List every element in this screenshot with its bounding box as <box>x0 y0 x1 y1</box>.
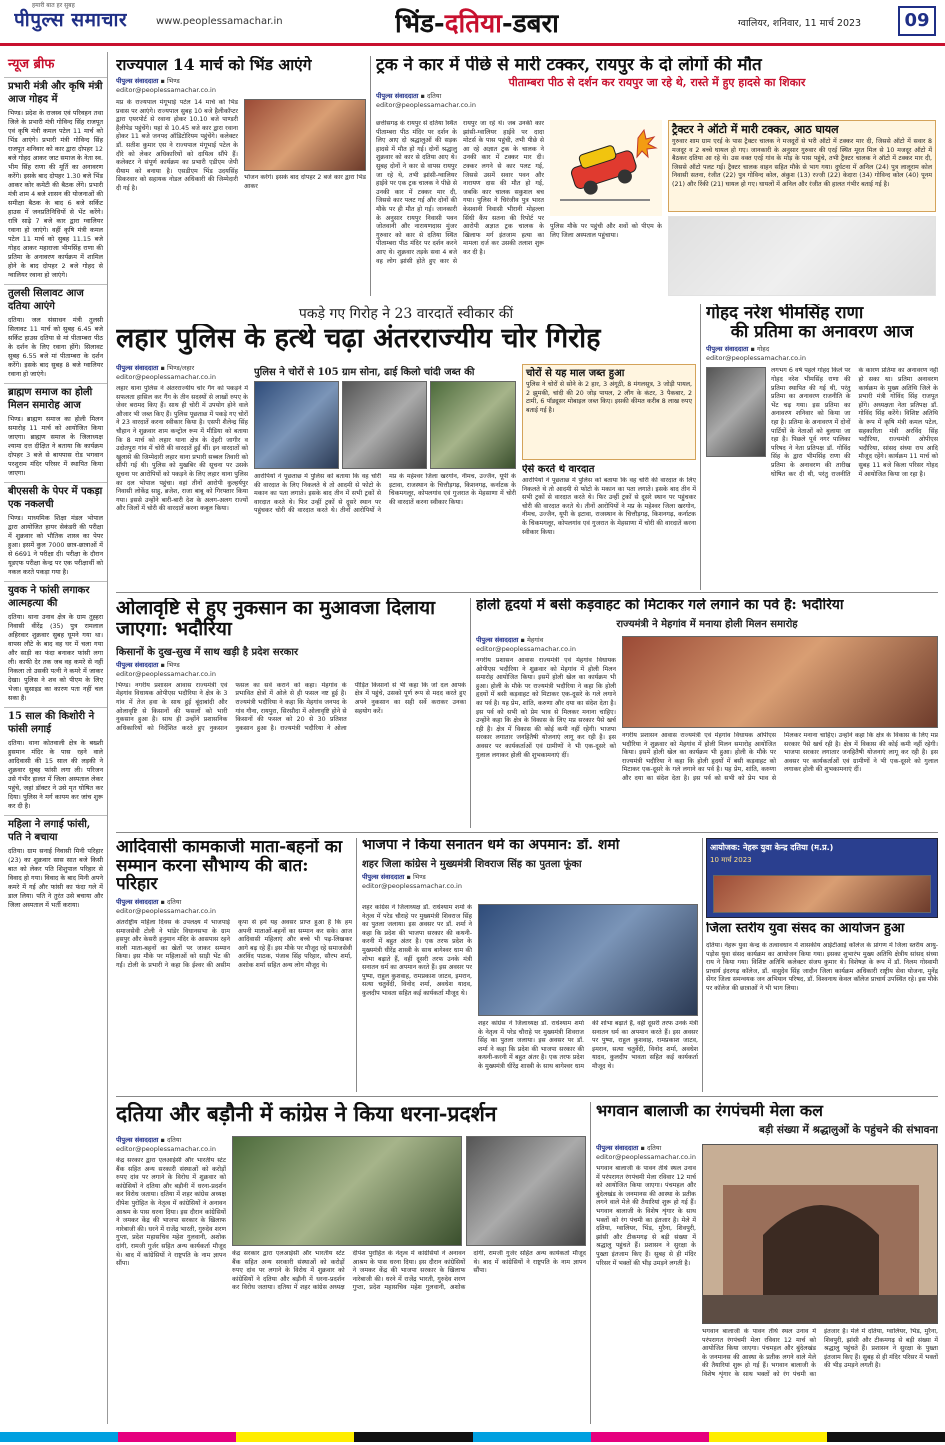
story-body: केंद्र सरकार द्वारा एलआईसी और भारतीय स्टेट बैंक सहित अन्य सरकारी संस्थाओं को करोड़ों रुपए दांव पर लगाने के विरोध में शुक्रवार को कांग्रेसियों ने दतिया और बड़ौनी में धरना-प्रदर्शन कर विरोध जताया। दतिया में शहर कांग्रेस अध्यक्ष दीपेश पुरोहित के नेतृत्व में कांग्रेसियों ने अनावन आश्रम के पास धरना दिया। इस दौरान कांग्रेसियों ने जमकर केंद्र की भाजपा सरकार के खिलाफ नारेबाजी की। धरने में राजेंद्र भारती, गुरुदेव शरण गुप्ता, प्रदेश महासचिव महेश गुलवानी, अशोक दांगी, रामजी गुर्जर सहित अन्य कार्यकर्ता मौजूद थे। बाद में कांग्रेसियों ने राष्ट्रपति के नाम ज्ञापन सौंपा। <box>116 1157 226 1268</box>
photo-temple <box>702 1144 938 1324</box>
brief-headline: तुलसी सिलावट आज दतिया आएंगे <box>4 284 107 315</box>
byline-reporter: पीपुल्स संवाददाता <box>596 1144 639 1152</box>
story-byline: पीपुल्स संवाददाता ▪ भिण्ड/लहार <box>116 364 195 372</box>
brief-headline: प्रभारी मंत्री और कृषि मंत्री आज गोहद में <box>4 77 107 108</box>
story-body: अंतर्राष्ट्रीय महिला दिवस के उपलक्ष्य में भाजपाई समाजसेवी टोली ने भांडेर विधानसभा के ग्राम हसपुर और केसरी हनुमान मंदिर के आसपास रहने वाली माता-बहनों का खेतों पर जाकर सम्मान किया। इस मौके पर महिलाओं को साड़ी भेंट की गईं। टोली के प्रभारी ने कहा कि ईश्वर की असीम कृपा से हमें यह अवसर प्राप्त हुआ है कि हम अपनी माताओं-बहनों का सम्मान कर सके। आज आदिवासी महिलाएं और बच्चे भी पढ़-लिखकर आगे बढ़ रहे हैं। इस मौके पर मौजूद रहे समाजसेवी अरविंद पाठक, पंजाब सिंह परिहार, सौरभ शर्मा, अशोक शर्मा सहित अन्य लोग मौजूद थे। <box>116 919 352 970</box>
story-headline: दतिया और बड़ौनी में कांग्रेस ने किया धरना-प्रदर्शन <box>116 1102 497 1126</box>
suspect-photo <box>342 381 427 469</box>
byline-place: दतिया <box>646 1144 662 1152</box>
story-body: शहर कांग्रेस ने जिलाध्यक्ष डॉ. राधेश्याम शर्मा के नेतृत्व में परेड चौराहे पर मुख्यमंत्री शिवराज सिंह का पुतला जलाया। इस अवसर पर डॉ. शर्मा ने कहा कि प्रदेश की भाजपा सरकार की कथनी-करनी में बहुत अंतर है। एक तरफ प्रदेश के मुख्यमंत्री धीरेंद्र शास्त्री के साथ बागेश्वर धाम की शोभा बढ़ाते हैं, वहीं दूसरी तरफ उनके मंत्री सनातन धर्म का अपमान करते हैं। इस अवसर पर पुष्पा, राहुल कुशवाह, रामप्रकाश जाटव, इमरान, सत्या चतुर्वेदी, विनोद शर्मा, अवधेश यादव, कुलदीप भावता सहित कई कार्यकर्ता मौजूद थे। <box>362 904 472 997</box>
story-email[interactable]: editor@peoplessamachar.co.in <box>116 907 216 916</box>
story-email[interactable]: editor@peoplessamachar.co.in <box>362 882 462 891</box>
story-holi <box>476 598 938 828</box>
story-gang <box>116 364 696 586</box>
crash-illustration <box>550 120 662 216</box>
story-bjp <box>362 838 698 1092</box>
story-byline: पीपुल्स संवाददाता ▪ मेहगांव <box>476 636 544 644</box>
story-body: दतिया। नेहरू युवा केन्द्र के तत्वावधान में शासकीय आईटीआई कॉलेज के प्रांगण में जिला स्तरीय आयु-पड़ोस युवा संसद कार्यक्रम का आयोजन किया गया। इसका शुभारंभ मुख्य अतिथि क्षेत्रीय सांसद संध्या राय ने किया गया। विशिष्ट अतिथि कलेक्टर संजय कुमार थे। विशेषज्ञ के रूप में डॉ. निलम गोस्वामी प्राचार्य इंदरगढ़ कॉलेज, डॉ. वासुदेव सिंह जादौन जिला कार्यक्रम अधिकारी राष्ट्रीय सेवा योजना, मुनेंद्र सेंगर जिला समन्वयक जन अभियान परिषद, डॉ. विश्वनाथ केवल कॉलेज प्राचार्य उपस्थित रहे। इस मौके पर कॉलेज की छात्राओं ने भी भाग लिया। <box>706 942 938 992</box>
box-headline: चोरों से यह माल जब्त हुआ <box>526 368 625 379</box>
gang-headline-wrap <box>116 324 696 360</box>
byline-reporter: पीपुल्स संवाददाता <box>362 873 405 882</box>
suspect-photo <box>254 381 339 469</box>
story-byline: पीपुल्स संवाददाता ▪ भिण्ड <box>116 77 180 86</box>
side-body: आरोपियों ने पूछताछ में पुलिस को बताया कि वह चोरी की वारदात के लिए निकलते थे तो आदमी से फोटो के मकान का पता लगाते। इसके बाद तीन में सभी ट्रकों से वारदात करते थे। फिर उन्हीं ट्रकों से दूसरे स्थान पर पहुंचकर चोरी की वारदात करते थे। तीनों आरोपियों ने मप्र के महेश्वर जिला खरगोन, नीमच, उज्जैन, यूपी के इटावा, राजस्थान के चित्तौड़गढ़, किशनगढ़, कर्नाटक के चिकमगलूर, कोपलगांव एवं गुजरात के मेहसाणा में चोरी की वारदातें करना स्वीकार किया। <box>522 477 696 536</box>
story-email[interactable]: editor@peoplessamachar.co.in <box>706 354 806 363</box>
story-body-wrap <box>116 99 366 279</box>
story-email[interactable]: editor@peoplessamachar.co.in <box>476 645 576 653</box>
column-divider <box>700 304 701 590</box>
story-truck <box>376 56 938 298</box>
background-panel <box>668 216 936 296</box>
temple-illustration <box>703 1145 938 1324</box>
row-divider <box>116 832 938 833</box>
story-email[interactable]: editor@peoplessamachar.co.in <box>116 669 216 678</box>
balaji-left <box>596 1144 696 1424</box>
column-divider <box>590 1102 591 1424</box>
byline-reporter: पीपुल्स संवाददाता <box>706 345 749 354</box>
photo-caption: पुलिस मौके पर पहुंची और शवों को पीएम के लिए जिला अस्पताल पहुंचाया। <box>550 223 662 239</box>
story-body-continued: शहर कांग्रेस ने जिलाध्यक्ष डॉ. राधेश्याम शर्मा के नेतृत्व में परेड चौराहे पर मुख्यमंत्री शिवराज सिंह का पुतला जलाया। इस अवसर पर डॉ. शर्मा ने कहा कि प्रदेश की भाजपा सरकार की कथनी-करनी में बहुत अंतर है। एक तरफ प्रदेश के मुख्यमंत्री धीरेंद्र शास्त्री के साथ बागेश्वर धाम की शोभा बढ़ाते हैं, वहीं दूसरी तरफ उनके मंत्री सनातन धर्म का अपमान करते हैं। इस अवसर पर पुष्पा, राहुल कुशवाह, रामप्रकाश जाटव, इमरान, सत्या चतुर्वेदी, विनोद शर्मा, अवधेश यादव, कुलदीप भावता सहित कई कार्यकर्ता मौजूद थे। <box>478 1020 698 1070</box>
story-subhead: किसानों के दुख-सुख में साथ खड़ी है प्रदेश सरकार <box>116 646 299 658</box>
section-title-part-b: दतिया <box>444 9 502 39</box>
illustration-block <box>550 120 662 296</box>
photo-youth-stage <box>706 838 938 918</box>
story-subhead: राज्यमंत्री ने मेहगांव में मनाया होली मिलन समारोह <box>616 619 798 631</box>
byline-reporter: पीपुल्स संवाददाता <box>476 636 519 644</box>
page-section-title <box>395 4 559 40</box>
byline-reporter: पीपुल्स संवाददाता <box>116 898 159 907</box>
story-body: छत्तीसगढ़ के रायपुर से दतिया स्थित पीताम्बरा पीठ मंदिर पर दर्शन के लिए आए दो श्रद्धालुओं की सड़क हादसे में मौत हो गई। दोनों श्रद्धालु शुक्रवार को कार से दतिया आए थे। सुबह दोनों ने कार से वापस रायपुर जा रहे थे, तभी झांसी-ग्वालियर हाईवे पर एक ट्रक चालक ने पीछे से उनकी कार में टक्कर मार दी, जिससे कार पलट गई और दोनों की मौके पर ही मौत हो गई। जानकारी के अनुसार रायपुर निवासी पवन जोतवानी और नारायणदास मुंजर गुरुवार को कार से दतिया स्थित पीताम्बरा पीठ मंदिर पर दर्शन करने आए थे। शुक्रवार तड़के सवा 4 बजे वह लोग झांसी होते हुए कार से रायपुर जा रहे थे। जब उनकी कार झांसी-ग्वालियर हाईवे पर दादा मोटर्स के पास पहुंची, तभी पीछे से आ रहे अज्ञात ट्रक के चालक ने उनकी कार में टक्कर मार दी। टक्कर लगने से कार पलट गई, जिससे उसमें सवार पवन और नारायण दास की मौत हो गई, जबकि कार चालक सकुशल बच गया। पुलिस ने चिरंजीव पुत्र भारत केसवानी निवासी भीरानी मोहल्ला सिंधी कैंप सतना की रिपोर्ट पर आरोपी अज्ञात ट्रक चालक के खिलाफ मर्ग इंतजाम हत्या का मामला दर्ज कर उसकी तलाश शुरू कर दी है। <box>376 120 544 265</box>
modus-operandi <box>522 464 696 586</box>
box-headline: ट्रैक्टर ने ऑटो में मारी टक्कर, आठ घायल <box>672 123 839 136</box>
page-number: 09 <box>898 6 936 36</box>
story-byline: पीपुल्स संवाददाता ▪ गोहद <box>706 345 770 354</box>
bjp-body-col2 <box>478 1020 698 1092</box>
balaji-body-cols <box>702 1328 938 1424</box>
byline-place: भिण्ड <box>166 660 180 669</box>
tractor-box <box>668 120 936 212</box>
story-subhead: पुलिस ने चोरों से 105 ग्राम सोना, ढाई किलो चांदी जब्त की <box>254 367 475 378</box>
byline-reporter: पीपुल्स संवाददाता <box>116 364 159 372</box>
byline-place: मेहगांव <box>526 636 544 644</box>
photo-governor <box>244 99 366 171</box>
photo-statue <box>706 367 766 457</box>
byline-place: दतिया <box>166 1136 182 1144</box>
story-headline-b: की प्रतिमा का अनावरण आज <box>730 321 914 342</box>
section-title-part-a: भिंड- <box>395 9 445 39</box>
row-divider <box>116 1096 938 1097</box>
holi-right <box>622 636 938 826</box>
photo-dharna-1 <box>232 1136 462 1246</box>
column-divider <box>370 56 371 296</box>
story-body: नगरीय प्रशासन आवास राज्यमंत्री एवं मेहगांव विधायक ओपीएस भदौरिया ने शुक्रवार को मेहगांव में होली मिलन समारोह आयोजित किया। इसमें होली खेल का कार्यक्रम भी हुआ। होली के मौके पर राज्यमंत्री भदौरिया ने कहा कि होली हृदयों में बसी कड़वाहट को मिटाकर एक-दूसरे के गले लगाने का पर्व है। यह प्रेम, शांति, करुणा और दया का संदेश देता है। इस पर्व को सभी को प्रेम भाव से मिलकर मनाना चाहिए। उन्होंने कहा कि क्षेत्र के विकास के लिए मप्र सरकार पैसे खर्च रही है। क्षेत्र में विकास की कोई कमी नहीं रहेगी। भाजपा सरकार लगातार जनहितैषी योजनाएं लागू कर रही है। इस अवसर पर कार्यकर्ताओं एवं ग्रामीणों ने भी एक-दूसरे को गुलाल लगाकर होली की शुभकामनाएं दीं। <box>476 657 616 759</box>
story-headline: भगवान बालाजी का रंगपंचमी मेला कल <box>596 1102 823 1120</box>
story-body-col <box>376 120 544 296</box>
brief-headline: 15 साल की किशोरी ने फांसी लगाई <box>4 707 107 738</box>
banner-text: आयोजक: नेहरू युवा केन्द्र दतिया (म.प्र.) <box>710 843 834 852</box>
story-body: भगवान बालाजी के पावन तीर्थ स्थल उनाव में परंपरागत रंगपंचमी मेला रविवार 12 मार्च को आयोजित किया जाएगा। पंचमहल और बुंदेलखंड के जनमानस की आस्था के प्रतीक लगने वाले मेले की तैयारियां शुरू हो गई हैं। भगवान बालाजी के विशेष शृंगार के साथ भक्तों को रंग पंचमी का इंतजार है। मेले में दतिया, ग्वालियर, भिंड, मुरैना, शिवपुरी, झांसी और टीकमगढ़ से बड़ी संख्या में श्रद्धालु पहुंचते हैं। प्रशासन ने सुरक्षा के पुख्ता इंतजाम किए हैं। सुबह से ही मंदिर परिसर में भक्तों की भीड़ उमड़ने लगती है। <box>596 1165 696 1267</box>
story-body-continued: केंद्र सरकार द्वारा एलआईसी और भारतीय स्टेट बैंक सहित अन्य सरकारी संस्थाओं को करोड़ों रुपए दांव पर लगाने के विरोध में शुक्रवार को कांग्रेसियों ने दतिया और बड़ौनी में धरना-प्रदर्शन कर विरोध जताया। दतिया में शहर कांग्रेस अध्यक्ष दीपेश पुरोहित के नेतृत्व में कांग्रेसियों ने अनावन आश्रम के पास धरना दिया। इस दौरान कांग्रेसियों ने जमकर केंद्र की भाजपा सरकार के खिलाफ नारेबाजी की। धरने में राजेंद्र भारती, गुरुदेव शरण गुप्ता, प्रदेश महासचिव महेश गुलवानी, अशोक दांगी, रामजी गुर्जर सहित अन्य कार्यकर्ता मौजूद थे। बाद में कांग्रेसियों ने राष्ट्रपति के नाम ज्ञापन सौंपा। <box>232 1250 586 1292</box>
byline-place: भिण्ड <box>412 873 426 882</box>
seized-goods-box <box>522 364 696 460</box>
byline-reporter: पीपुल्स संवाददाता <box>116 77 159 86</box>
story-dharna <box>116 1102 586 1424</box>
column-divider <box>702 838 703 1092</box>
story-email[interactable]: editor@peoplessamachar.co.in <box>376 100 476 109</box>
byline-reporter: पीपुल्स संवाददाता <box>376 91 419 100</box>
column-divider <box>470 598 471 828</box>
photo-participants <box>713 875 931 913</box>
story-body: भिण्ड। नगरीय प्रशासन आवास राज्यमंत्री एवं मेहगांव विधायक ओपीएस भदौरिया ने क्षेत्र के 3 गांव में तेज हवा के साथ हुई बूंदाबांदी और ओलावृष्टि से किसानों की फसलों को भारी नुकसान हुआ है। साथ ही उन्होंने प्रशासनिक अधिकारियों को निर्देशित करते हुए नुकसान फसल का सर्वे कराने को कहा। मेहगांव के प्रभावित क्षेत्रों में ओले से ही फसल नष्ट हुई है। राज्यमंत्री भदौरिया ने कहा कि मेहगांव जनपद के गांव गौना, रायपुरा, सिरसौदा में ओलावृष्टि होने से किसानों की फसल को 20 से 30 प्रतिशत नुकसान हुआ है। राज्यमंत्री भदौरिया ने ओला पीड़ित किसानों से भी कहा कि जो दल आपके क्षेत्र में पहुंचे, उसको पूर्ण रूप से मदद करते हुए अपने नुकसान का सही सर्वे कराकर उनका सहयोग करें। <box>116 681 466 732</box>
story-subhead: बड़ी संख्या में श्रद्धालुओं के पहुंचने की संभावना <box>758 1123 938 1136</box>
site-url[interactable]: www.peoplessamachar.in <box>156 16 283 27</box>
banner-date: 10 मार्च 2023 <box>710 856 752 864</box>
box-body: पुलिस ने चोरों से सोने के 2 हार, 3 अंगूठी, 8 मंगलसूत्र, 3 जोड़ी पायल, 2 झुमकी, चांदी की 20 जोड़ पायल, 2 लौंग के कंटर, 3 पैकबार, 2 टामी, 6 पॉड्यूसर मोबाइल जब्त किए। इसकी कीमत करीब 8 लाख रुपए बताई गई है। <box>526 381 692 414</box>
story-headline-a: गोहद नरेश भीमसिंह राणा <box>706 304 864 323</box>
story-youth <box>706 838 938 1092</box>
dharna-left <box>116 1136 226 1424</box>
news-brief-column <box>4 52 108 1424</box>
brief-headline: ब्राह्मण समाज का होली मिलन समारोह आज <box>4 383 107 414</box>
row-divider <box>116 592 938 593</box>
story-body-continued: भगवान बालाजी के पावन तीर्थ स्थल उनाव में परंपरागत रंगपंचमी मेला रविवार 12 मार्च को आयोजित किया जाएगा। पंचमहल और बुंदेलखंड के जनमानस की आस्था के प्रतीक लगने वाले मेले की तैयारियां शुरू हो गई हैं। भगवान बालाजी के विशेष शृंगार के साथ भक्तों को रंग पंचमी का इंतजार है। मेले में दतिया, ग्वालियर, भिंड, मुरैना, शिवपुरी, झांसी और टीकमगढ़ से बड़ी संख्या में श्रद्धालु पहुंचते हैं। प्रशासन ने सुरक्षा के पुख्ता इंतजाम किए हैं। सुबह से ही मंदिर परिसर में भक्तों की भीड़ उमड़ने लगती है। <box>702 1328 938 1378</box>
brief-body: दतिया। जल संसाधन मंत्री तुलसी सिलावट 11 मार्च को सुबह 6.45 बजे सर्किट हाउस दतिया से मां पीताम्बरा पीठ के दर्शन के लिए रवाना होंगे। सिलावट सुबह 6.55 बजे मां पीताम्बरा के दर्शन करेंगे। इसके बाद सुबह 8 बजे ग्वालियर रवाना हो जाएंगे। <box>8 316 103 378</box>
column-divider <box>356 838 357 1092</box>
news-brief-title: न्यूज ब्रीफ <box>8 57 55 72</box>
story-headline: ओलावृष्टि से हुए नुकसान का मुआवजा दिलाया जाएगा: भदौरिया <box>116 598 436 640</box>
section-title-part-c: -डबरा <box>501 9 559 39</box>
byline-reporter: पीपुल्स संवाददाता <box>116 1136 159 1144</box>
photo-caption: भोजन करेंगे। इसके बाद दोपहर 2 बजे कार द्वारा भिंड आकर <box>244 174 366 190</box>
story-body-continued: नगरीय प्रशासन आवास राज्यमंत्री एवं मेहगांव विधायक ओपीएस भदौरिया ने शुक्रवार को मेहगांव में होली मिलन समारोह आयोजित किया। इसमें होली खेल का कार्यक्रम भी हुआ। होली के मौके पर राज्यमंत्री भदौरिया ने कहा कि होली हृदयों में बसी कड़वाहट को मिटाकर एक-दूसरे के गले लगाने का पर्व है। यह प्रेम, शांति, करुणा और दया का संदेश देता है। इस पर्व को सभी को प्रेम भाव से मिलकर मनाना चाहिए। उन्होंने कहा कि क्षेत्र के विकास के लिए मप्र सरकार पैसे खर्च रही है। क्षेत्र में विकास की कोई कमी नहीं रहेगी। भाजपा सरकार लगातार जनहितैषी योजनाएं लागू कर रही है। इस अवसर पर कार्यकर्ताओं एवं ग्रामीणों ने भी एक-दूसरे को गुलाल लगाकर होली की शुभकामनाएं दीं। <box>622 732 938 782</box>
byline-place: दतिया <box>166 898 182 907</box>
gang-center <box>254 364 516 586</box>
story-headline: जिला स्तरीय युवा संसद का आयोजन हुआ <box>706 922 905 936</box>
story-hail <box>116 598 466 828</box>
brief-body: दतिया। ग्राम सनाई निवासी मिनी परिहार (23) का शुक्रवार सास सात बजे किसी बात को लेकर पति शिशुपाल परिहार से विवाद हो गया। विवाद के बाद मिनी अपने कमरे में गई और फांसी का फंदा गले में डाल लिया। पति ने तुरंत उसे बचाया और जिला अस्पताल में भर्ती कराया। <box>8 847 103 909</box>
story-byline: पीपुल्स संवाददाता ▪ भिण्ड <box>362 873 426 882</box>
byline-reporter: पीपुल्स संवाददाता <box>116 660 159 669</box>
story-body: लगभग 6 वर्ष पहले गोहद किले पर गोहद नरेश भीमसिंह राणा की प्रतिमा स्थापित की गई थी, परंतु प्रतिमा का अनावरण राजनीति के भेंट चढ़ गया। इस प्रतिमा का अनावरण शनिवार को किया जा रहा है। प्रतिमा के अनावरण में दोनों पार्टियों के नेताओं को बुलाया जा रहा है। पिछले पूर्व नगर पालिका परिषद ने नेता प्रतिपक्ष डॉ. गोविंद सिंह के द्वारा भीमसिंह राणा की प्रतिमा के अनावरण की तारीख घोषित कर दी थी, परंतु राजनीति के कारण प्रतिमा का अनावरण नहीं हो सका था। प्रतिमा अनावरण कार्यक्रम के मुख्य अतिथि जिले के प्रभारी मंत्री गोविंद सिंह राजपूत होंगे। अध्यक्षता नेता प्रतिपक्ष डॉ. गोविंद सिंह करेंगे। विशिष्ट अतिथि के रूप में कृषि मंत्री कमल पटेल, सहकारिता मंत्री अरविंद सिंह भदौरिया, राज्यमंत्री ओपीएस भदौरिया, सांसद संध्या राय आदि मौजूद रहेंगे। कार्यक्रम 11 मार्च को सुबह 11 बजे किला परिसर गोहद में आयोजित किया जा रहा है। <box>771 367 938 478</box>
news-brief-list <box>4 77 107 911</box>
story-byline: पीपुल्स संवाददाता ▪ भिण्ड <box>116 660 180 669</box>
story-headline: होली हृदयों में बसी कड़वाहट को मिटाकर गले लगाने का पर्व है: भदौरिया <box>476 598 844 613</box>
story-body-wrap <box>706 367 938 589</box>
story-email[interactable]: editor@peoplessamachar.co.in <box>116 1145 216 1153</box>
photo-block <box>244 99 366 279</box>
story-tribal <box>116 838 352 1092</box>
byline-place: गोहद <box>756 345 770 354</box>
byline-place: भिण्ड <box>166 77 180 86</box>
story-headline: आदिवासी कामकाजी माता-बहनों का सम्मान करना सौभाग्य की बात: परिहार <box>116 838 343 895</box>
print-color-strip <box>0 1432 945 1442</box>
story-email[interactable]: editor@peoplessamachar.co.in <box>116 373 216 381</box>
brief-body: भिण्ड। प्रदेश के राजस्व एवं परिवहन तथा जिले के प्रभारी मंत्री गोविन्द सिंह राजपूत एवं कृषि मंत्री कमल पटेल 11 मार्च को भिंड आएंगे। प्रभारी मंत्री गोविन्द सिंह राजपूत शनिवार को कार द्वारा दोपहर 12 बजे गोहद आकर जाट समाज के नेता स्व. भीम सिंह राणा की मूर्ति का अनावरण करेंगे। इसके बाद दोपहर 1.30 बजे भिंड आकर कोर कमेटी की बैठक लेंगे। प्रभारी मंत्री शाम 4 बजे शासन की योजनाओं की समीक्षा बैठक के बाद 6 बजे सर्किट हाउस में जनप्रतिनिधियों से भेंट करेंगे। रात्रि साढ़े 7 बजे कार द्वारा ग्वालियर रवाना हो जाएंगे। वहीं कृषि मंत्री कमल पटेल 11 मार्च को सुबह 11.15 बजे गोहद आकर महाराजा भीमसिंह राणा की प्रतिमा के अनावरण कार्यक्रम में शामिल होने के बाद दोपहर 2 बजे गोहद से ग्वालियर रवाना हो जाएंगे। <box>8 109 103 279</box>
story-balaji <box>596 1102 938 1424</box>
story-body: मप्र के राज्यपाल मंगूभाई पटेल 14 मार्च को भिंड प्रवास पर आएंगे। राज्यपाल सुबह 10 बजे हैलीकॉप्टर द्वारा एयरपोर्ट से रवाना होकर 10.10 बजे पाण्डरी हैलीपेड पहुंचेंगे। यहां से 10.45 बजे कार द्वारा रवाना होकर 11 बजे जनपद ऑडिटोरियम पहुंचेंगे। कलेक्टर डॉ. सतीश कुमार एस ने राज्यपाल मंगूभाई पटेल के दौरे को लेकर अधिकारियों को दायित्व सौंपे हैं। कलेक्टर ने संपूर्ण कार्यक्रम का प्रभारी एडीएम जेपी सैयाम को बनाया है। एसडीएम भिंड उदयसिंह सिकरवार को सहायक नोडल अधिकारी की जिम्मेदारी दी गई है। <box>116 99 238 192</box>
box-body: गुरुवार शाम ग्राम एरई के पास ट्रैक्टर चालक ने मजदूरों से भरी ऑटो में टक्कर मार दी, जिससे ऑटो में सवार 8 मजदूर व 2 बच्चे घायल हो गए। जानकारी के अनुसार गुरुवार की एरई स्थित मूरत मिल से 10 मजदूर ऑटो में बैठकर दतिया आ रहे थे। उस वक्त एरई गांव के मोड़ के पास पहुंचे, तभी ट्रैक्टर चालक ने ऑटो में टक्कर मार दी, जिससे ऑटो पलट गई। ट्रैक्टर चालक वाहन सहित मौके से भाग गया। दुर्घटना में अनिल (24) पुत्र लालूराम कोल निवासी सतना, रंजीत (22) पुत्र गोविन्द कोल, अंकुश (13) रज्जी (22) केदारा (34) गोविन्द कोल (40) पूनम (21) और रिंकी (21) घायल हो गए। घायलों में अनिल और रंजीत की हालत गंभीर बताई गई है। <box>672 138 932 189</box>
brand-tagline: हमारी बात हर सुबह <box>32 2 75 9</box>
story-governor <box>116 56 366 296</box>
story-email[interactable]: editor@peoplessamachar.co.in <box>596 1153 696 1161</box>
brand-logo: पीपुल्स समाचार <box>14 9 128 31</box>
masthead <box>0 0 945 46</box>
suspect-photos <box>254 381 516 469</box>
brief-body: भिण्ड। माध्यमिक शिक्षा मंडल भोपाल द्वारा आयोजित हायर सेकंडरी की परीक्षा में शुक्रवार को भौतिक शास्त्र का पेपर हुआ। इसमें कुल 7000 छात्र-छात्राओं में से 6691 ने परीक्षा दी। परीक्षा के दौरान यूडएफ परीक्षा केन्द्र पर एक परीक्षार्थी को नकल करते पकड़ा गया है। <box>8 514 103 576</box>
brief-body: दतिया। थाना कोतवाली क्षेत्र के बख्शी हुसमान मंदिर के पास रहने वाले आदिवासी की 15 साल की लड़की ने शुक्रवार सुबह फांसी लगा ली। परिजन उसे गंभीर हालत में जिला अस्पताल लेकर पहुंचे, जहां डॉक्टर ने उसे मृत घोषित कर दिया। पुलिस ने मर्ग कायम कर जांच शुरू कर दी है। <box>8 739 103 810</box>
gang-kicker-wrap <box>116 304 696 320</box>
photo-dharna-2 <box>466 1136 586 1246</box>
byline-place: दतिया <box>426 91 442 100</box>
story-headline: राज्यपाल 14 मार्च को भिंड आएंगे <box>116 56 312 74</box>
photo-protest <box>478 904 698 1016</box>
byline-place: भिण्ड/लहार <box>166 364 195 372</box>
dharna-body-cols <box>232 1250 586 1424</box>
story-kicker: पकड़े गए गिरोह ने 23 वारदातें स्वीकार कीं <box>298 306 514 320</box>
story-byline: पीपुल्स संवाददाता ▪ दतिया <box>376 91 442 100</box>
story-headline: ट्रक ने कार में पीछे से मारी टक्कर, रायपुर के दो लोगों की मौत <box>376 56 762 75</box>
side-headline: ऐसे करते थे वारदात <box>522 464 595 475</box>
story-body: लहार थाना पुलिस ने अंतरराज्यीय चोर गैंग को पकड़ने में सफलता हासिल कर गैंग के तीन सदस्यों से लाखों रुपए के जेवर बरामद किए हैं। साथ ही चोरी में उपयोग होने वाले औजार भी जब्त किए हैं। पुलिस पूछताछ में पकड़े गए चोरों ने 23 वारदातें करना स्वीकार किया है। एसपी शैलेन्द्र सिंह चौहान ने शुक्रवार शाम कन्ट्रोल रूम में मीडिया को बताया कि 8 मार्च को लहार थाना क्षेत्र के देहरी जागीर व उदोतपुरा गांव में चोरी की वारदातें हुईं थीं। इन वारदातों को खुलासे की जिम्मेदारी लहार थाना प्रभारी सब्बल तिवारी को सौंपी गई थी। पुलिस को मुखबिर की सूचना पर उसके सूचना पर आरोपियों को पकड़ने के लिए लहार थाना पुलिस का दल भोपाल पहुंचा। वहां तीनों आरोपी कुल्हर्यपुर निवासी लोकेंद्र साहु, ब्रजेश, राजा बाबू को गिरफ्तार किया गया। इससे उन्होंने बारी-बारी देश के अलग-अलग राज्यों और जिलों में चोरी की वारदातें करना कबूल किया। <box>116 385 248 513</box>
brief-headline: बीएससी के पेपर में पकड़ा एक नकलची <box>4 482 107 513</box>
story-byline: पीपुल्स संवाददाता ▪ दतिया <box>116 898 182 907</box>
dateline: ग्वालियर, शनिवार, 11 मार्च 2023 <box>738 18 862 29</box>
story-headline: लहार पुलिस के हत्थे चढ़ा अंतरराज्यीय चोर गिरोह <box>116 324 601 354</box>
story-headline: भाजपा ने किया सनातन धर्म का अपमान: डॉ. शर्मा <box>362 838 620 853</box>
story-byline: पीपुल्स संवाददाता ▪ दतिया <box>596 1144 662 1152</box>
story-gohad <box>706 304 938 590</box>
photo-holi <box>622 636 938 728</box>
bjp-body-col <box>362 904 472 1092</box>
holi-left <box>476 636 616 826</box>
brief-headline: महिला ने लगाई फांसी, पति ने बचाया <box>4 815 107 846</box>
suspect-photo <box>430 381 516 469</box>
story-kicker: पीताम्बरा पीठ से दर्शन कर रायपुर जा रहे थे, रास्ते में हुए हादसे का शिकार <box>508 75 806 89</box>
brief-body: दतिया। थाना उनाव क्षेत्र के ग्राम तुह्हरा निवासी वीरेंद्र (35) पुत्र रामलाल अहिरवार शुक्रवार सुबह घूमने गया था। वापस लौटे के बाद वह घर में चला गया और साड़ी का फंदा बनाकर फांसी लगा ली। काफी देर तक जब वह कमरे से नहीं निकला तो उसकी पत्नी ने कमरे में जाकर देखा। पुलिस ने शव को पीएम के लिए भेजा। सुसाइड का कारण पता नहीं चल सका है। <box>8 613 103 702</box>
brief-body: भिण्ड। ब्राह्मण समाज का होली मिलन समारोह 11 मार्च को आयोजित किया जाएगा। ब्राह्मण समाज के जिलाध्यक्ष श्यामा दत्त दीक्षित ने बताया कि कार्यक्रम दोपहर 3 बजे से बायपास रोड भगवान परशुराम मंदिर परिसर में स्थापित किया जाएगा। <box>8 415 103 477</box>
story-subhead: शहर जिला कांग्रेस ने मुख्यमंत्री शिवराज सिंह का पुतला फूंका <box>362 859 582 871</box>
story-email[interactable]: editor@peoplessamachar.co.in <box>116 86 216 95</box>
brief-headline: युवक ने फांसी लगाकर आत्महत्या की <box>4 581 107 612</box>
gang-body-continued: आरोपियों ने पूछताछ में पुलिस को बताया कि वह चोरी की वारदात के लिए निकलते थे तो आदमी से फोटो के मकान का पता लगाते। इसके बाद तीन में सभी ट्रकों से वारदात करते थे। फिर उन्हीं ट्रकों से दूसरे स्थान पर पहुंचकर चोरी की वारदात करते थे। तीनों आरोपियों ने मप्र के महेश्वर जिला खरगोन, नीमच, उज्जैन, यूपी के इटावा, राजस्थान के चित्तौड़गढ़, किशनगढ़, कर्नाटक के चिकमगलूर, कोपलगांव एवं गुजरात के मेहसाणा में चोरी की वारदातें करना स्वीकार किया। <box>254 473 516 515</box>
story-byline: पीपुल्स संवाददाता ▪ दतिया <box>116 1136 182 1144</box>
gang-left-col <box>116 364 248 586</box>
